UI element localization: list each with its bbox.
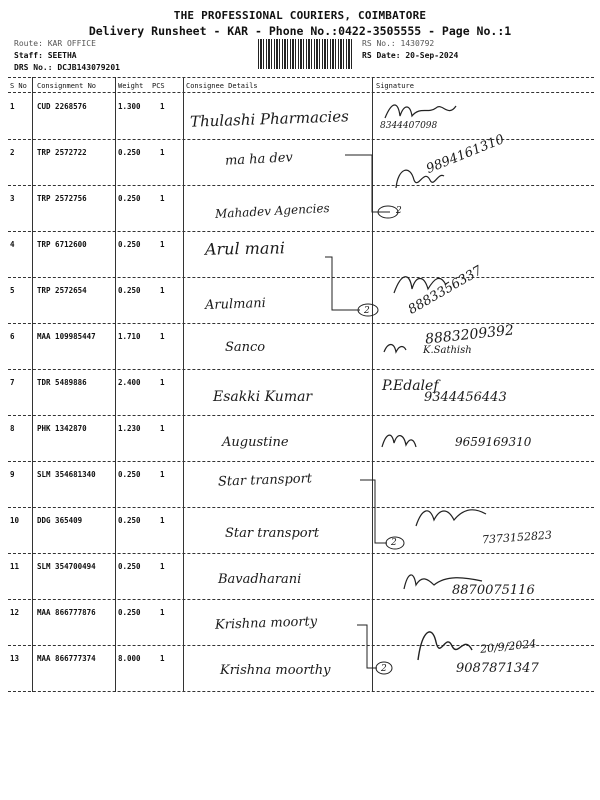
row-pcs: 1 <box>160 102 165 111</box>
row-sno: 2 <box>10 148 15 157</box>
col-header-signature: Signature <box>376 82 414 90</box>
row-phone: 8344407098 <box>380 121 438 131</box>
row-phone: 7373152823 <box>481 528 553 547</box>
row-consignment-no: CUD 2268576 <box>37 102 87 111</box>
row-sno: 13 <box>10 654 20 663</box>
row-sno: 7 <box>10 378 15 387</box>
row-separator <box>8 231 594 232</box>
row-consignee: ma ha dev <box>224 150 294 169</box>
row-phone: 9894161310 <box>424 132 507 177</box>
row-weight: 0.250 <box>118 148 141 157</box>
group-brace-4-5 <box>320 252 380 322</box>
row-separator <box>8 599 594 600</box>
row-weight: 0.250 <box>118 240 141 249</box>
signature-scribble-4 <box>380 338 410 358</box>
row-weight: 8.000 <box>118 654 141 663</box>
row-phone: 8870075116 <box>452 583 535 598</box>
row-pcs: 1 <box>160 654 165 663</box>
rs-number: RS No.: 1430792 <box>362 39 435 48</box>
row-consignment-no: MAA 109985447 <box>37 332 96 341</box>
runsheet-subtitle: Delivery Runsheet - KAR - Phone No.:0422-3505555 - Page No.:1 <box>88 24 512 38</box>
signature-scribble-10 <box>412 498 492 533</box>
row-weight: 0.250 <box>118 608 141 617</box>
signature-date: 20/9/2024 <box>479 637 537 656</box>
row-consignment-no: TRP 2572756 <box>37 194 87 203</box>
staff-label: Staff: SEETHA <box>14 51 77 60</box>
row-sno: 11 <box>10 562 20 571</box>
row-consignee: Thulashi Pharmacies <box>189 107 350 131</box>
row-weight: 0.250 <box>118 562 141 571</box>
row-separator <box>8 507 594 508</box>
table-header-rule <box>8 92 594 93</box>
row-weight: 0.250 <box>118 286 141 295</box>
row-pcs: 1 <box>160 148 165 157</box>
col-header-pcs: PCS <box>152 82 165 90</box>
row-consignment-no: TRP 2572722 <box>37 148 87 157</box>
row-weight: 1.710 <box>118 332 141 341</box>
col-header-consignment: Consignment No <box>37 82 97 90</box>
row-pcs: 1 <box>160 516 165 525</box>
row-consignment-no: MAA 866777876 <box>37 608 96 617</box>
row-pcs: 1 <box>160 332 165 341</box>
signature-scribble-1 <box>380 96 470 126</box>
row-sno: 1 <box>10 102 15 111</box>
row-pcs: 1 <box>160 470 165 479</box>
sig-name-sathish: K.Sathish <box>423 345 472 356</box>
row-pcs: 1 <box>160 378 165 387</box>
brace-mark: 2 <box>396 206 402 216</box>
barcode <box>258 39 354 69</box>
row-separator <box>8 691 594 692</box>
row-consignee: Augustine <box>222 435 289 450</box>
col-header-consignee: Consignee Details <box>186 82 258 90</box>
row-consignee: Bavadharani <box>218 572 302 587</box>
row-sno: 4 <box>10 240 15 249</box>
group-brace-9-10 <box>355 475 405 550</box>
row-consignee: Arulmani <box>204 295 266 314</box>
row-weight: 0.250 <box>118 470 141 479</box>
row-separator <box>8 553 594 554</box>
row-sno: 10 <box>10 516 20 525</box>
row-consignee: Arul mani <box>204 238 286 259</box>
row-sno: 6 <box>10 332 15 341</box>
row-phone: 9087871347 <box>456 661 539 676</box>
row-consignment-no: MAA 866777374 <box>37 654 96 663</box>
row-consignee: Krishna moorthy <box>220 663 331 678</box>
row-weight: 1.230 <box>118 424 141 433</box>
row-consignment-no: PHK 1342870 <box>37 424 87 433</box>
col-header-weight: Weight <box>118 82 144 90</box>
row-sno: 3 <box>10 194 15 203</box>
row-pcs: 1 <box>160 286 165 295</box>
row-consignment-no: SLM 354700494 <box>37 562 96 571</box>
group-brace-12-13 <box>352 620 402 680</box>
row-consignee: Star transport <box>225 526 320 541</box>
row-consignee: Mahadev Agencies <box>214 201 330 221</box>
row-pcs: 1 <box>160 562 165 571</box>
signature-scribble-8 <box>378 425 418 455</box>
row-phone: 8883356337 <box>405 263 485 318</box>
row-weight: 0.250 <box>118 194 141 203</box>
row-pcs: 1 <box>160 240 165 249</box>
row-weight: 2.400 <box>118 378 141 387</box>
row-consignment-no: SLM 354681340 <box>37 470 96 479</box>
row-pcs: 1 <box>160 608 165 617</box>
row-weight: 1.300 <box>118 102 141 111</box>
brace-mark: 2 <box>364 306 370 316</box>
col-header-sno: S No <box>10 82 27 90</box>
row-weight: 0.250 <box>118 516 141 525</box>
row-phone: 9659169310 <box>455 435 532 449</box>
sig-name-edalef: P.Edalef <box>382 378 439 394</box>
row-separator <box>8 415 594 416</box>
brace-mark: 2 <box>381 664 387 674</box>
row-sno: 9 <box>10 470 15 479</box>
row-pcs: 1 <box>160 424 165 433</box>
row-pcs: 1 <box>160 194 165 203</box>
table-top-rule <box>8 77 594 78</box>
row-sno: 12 <box>10 608 20 617</box>
row-separator <box>8 277 594 278</box>
row-consignee: Krishna moorty <box>214 614 318 633</box>
signature-scribble-11 <box>398 565 488 595</box>
row-consignee: Sanco <box>225 340 266 355</box>
row-consignee: Star transport <box>217 471 313 490</box>
row-consignment-no: TRP 2572654 <box>37 286 87 295</box>
rs-date: RS Date: 20-Sep-2024 <box>362 51 459 60</box>
brace-mark: 2 <box>391 538 397 548</box>
row-consignment-no: DDG 365409 <box>37 516 83 525</box>
signature-scribble-13 <box>412 620 482 670</box>
row-separator <box>8 369 594 370</box>
row-phone: 8883209392 <box>424 322 515 348</box>
row-sno: 8 <box>10 424 15 433</box>
signature-scribble-2 <box>388 158 448 198</box>
row-consignment-no: TRP 6712600 <box>37 240 87 249</box>
route-label: Route: KAR OFFICE <box>14 39 96 48</box>
signature-scribble-3 <box>390 265 450 300</box>
company-title: THE PROFESSIONAL COURIERS, COIMBATORE <box>173 9 427 22</box>
row-separator <box>8 461 594 462</box>
row-phone: 9344456443 <box>424 390 507 405</box>
row-consignee: Esakki Kumar <box>213 389 313 405</box>
row-consignment-no: TDR 5489886 <box>37 378 87 387</box>
row-separator <box>8 139 594 140</box>
row-sno: 5 <box>10 286 15 295</box>
row-separator <box>8 185 594 186</box>
drs-number: DRS No.: DCJB143079201 <box>14 63 120 72</box>
